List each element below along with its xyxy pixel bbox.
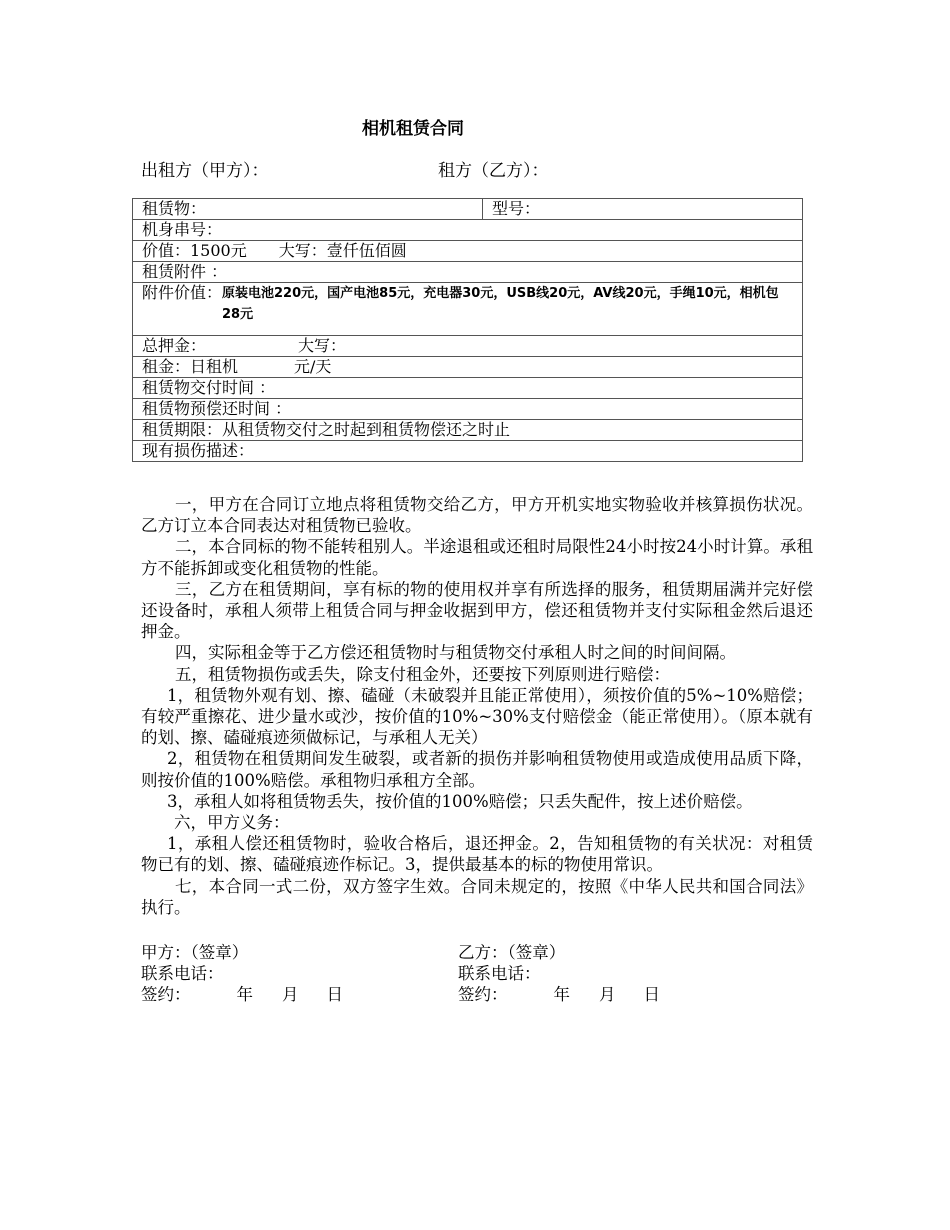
table-row (133, 441, 803, 462)
accessory-value-cell (133, 283, 803, 336)
clause-2: 二，本合同标的物不能转租别人。半途退租或还租时局限性24小时按24小时计算。承租方不能拆卸或变化租赁物的性能。 (141, 537, 813, 578)
month-label: 月 (282, 985, 299, 1004)
clause-5-item-3: 3，承租人如将租赁物丢失，按价值的100%赔偿；只丢失配件，按上述价赔偿。 (167, 791, 753, 811)
party-a-date (141, 984, 343, 1005)
table-row (133, 199, 803, 220)
damage-cell: 现有损伤描述： (133, 441, 803, 462)
year-label: 年 (236, 985, 253, 1004)
contract-clauses (141, 494, 813, 918)
signature-party-b (458, 942, 660, 1005)
party-b-date (458, 984, 660, 1005)
deposit-cell (133, 336, 803, 357)
sign-label: 签约： (458, 985, 508, 1004)
table-row (133, 262, 803, 283)
clause-7: 七，本合同一式二份，双方签字生效。合同未规定的，按照《中华人民共和国合同法》执行。 (141, 876, 813, 917)
party-b-phone: 联系电话： (458, 964, 541, 983)
accessory-value-label: 附件价值： (142, 283, 223, 302)
value-words: 大写：壹仟伍佰圆 (278, 241, 407, 260)
rent-cell (133, 357, 803, 378)
year-label: 年 (553, 985, 570, 1004)
delivery-time-cell: 租赁物交付时间 ： (133, 378, 803, 399)
sign-label: 签约： (141, 985, 191, 1004)
clause-6-items: 1，承租人偿还租赁物时，验收合格后，退还押金。2，告知租赁物的有关状况：对租赁物已有的划、擦、磕碰痕迹作标记。3，提供最基本的标的物使用常识。 (141, 834, 813, 875)
accessories-cell: 租赁附件 ： (133, 262, 803, 283)
clause-3: 三，乙方在租赁期间，享有标的物的使用权并享有所选择的服务，租赁期届满并完好偿还设备时，承租人须带上租赁合同与押金收据到甲方，偿还租赁物并支付实际租金然后退还押金。 (141, 579, 813, 642)
page-title: 相机租赁合同 (362, 119, 464, 139)
party-b-seal: 乙方：（签章） (458, 943, 566, 962)
rent-unit: 元/天 (294, 357, 332, 376)
clause-5-item-1: 1，租赁物外观有划、擦、磕碰（未破裂并且能正常使用），须按价值的5%~10%赔偿；有较严重擦花、进少量水或沙，按价值的10%~30%支付赔偿金（能正常使用）。（原本就有的划、擦、磕碰痕迹须做标记，与承租人无关） (141, 685, 813, 748)
lessor-label: 出租方（甲方）： (141, 161, 269, 181)
rent-label: 租金：日租机 (142, 357, 239, 376)
rental-info-table (132, 198, 803, 462)
clause-5: 五，租赁物损伤或丢失，除支付租金外，还要按下列原则进行赔偿： (175, 664, 670, 684)
table-row (133, 399, 803, 420)
value-label: 价值：1500元 (142, 241, 247, 260)
table-row (133, 283, 803, 336)
clause-1: 一，甲方在合同订立地点将租赁物交给乙方，甲方开机实地实物验收并核算损伤状况。乙方订立本合同表达对租赁物已验收。 (141, 495, 813, 536)
deposit-label: 总押金： (142, 336, 207, 355)
table-row (133, 220, 803, 241)
month-label: 月 (599, 985, 616, 1004)
table-row (133, 336, 803, 357)
deposit-words: 大写： (298, 336, 347, 355)
clause-6: 六，甲方义务： (174, 813, 290, 833)
rental-item-cell: 租赁物： (133, 199, 483, 220)
model-cell: 型号： (483, 199, 803, 220)
return-time-cell: 租赁物预偿还时间 ： (133, 399, 803, 420)
clause-4: 四，实际租金等于乙方偿还租赁物时与租赁物交付承租人时之间的时间间隔。 (175, 643, 736, 663)
day-label: 日 (326, 985, 343, 1004)
party-a-seal: 甲方：（签章） (141, 943, 249, 962)
clause-5-item-2: 2，租赁物在租赁期间发生破裂，或者新的损伤并影响租赁物使用或造成使用品质下降，则按价值的100%赔偿。承租物归承租方全部。 (141, 749, 813, 790)
value-cell (133, 241, 803, 262)
table-row (133, 378, 803, 399)
serial-cell: 机身串号： (133, 220, 803, 241)
day-label: 日 (643, 985, 660, 1004)
signature-party-a (141, 942, 343, 1005)
table-row (133, 357, 803, 378)
term-cell: 租赁期限：从租赁物交付之时起到租赁物偿还之时止 (133, 420, 803, 441)
accessory-value-text: 原装电池220元，国产电池85元，充电器30元，USB线20元，AV线20元，手绳10元，相机包28元 (222, 286, 779, 322)
lessee-label: 租方（乙方）： (438, 161, 549, 181)
table-row (133, 241, 803, 262)
party-a-phone: 联系电话： (141, 964, 224, 983)
table-row (133, 420, 803, 441)
